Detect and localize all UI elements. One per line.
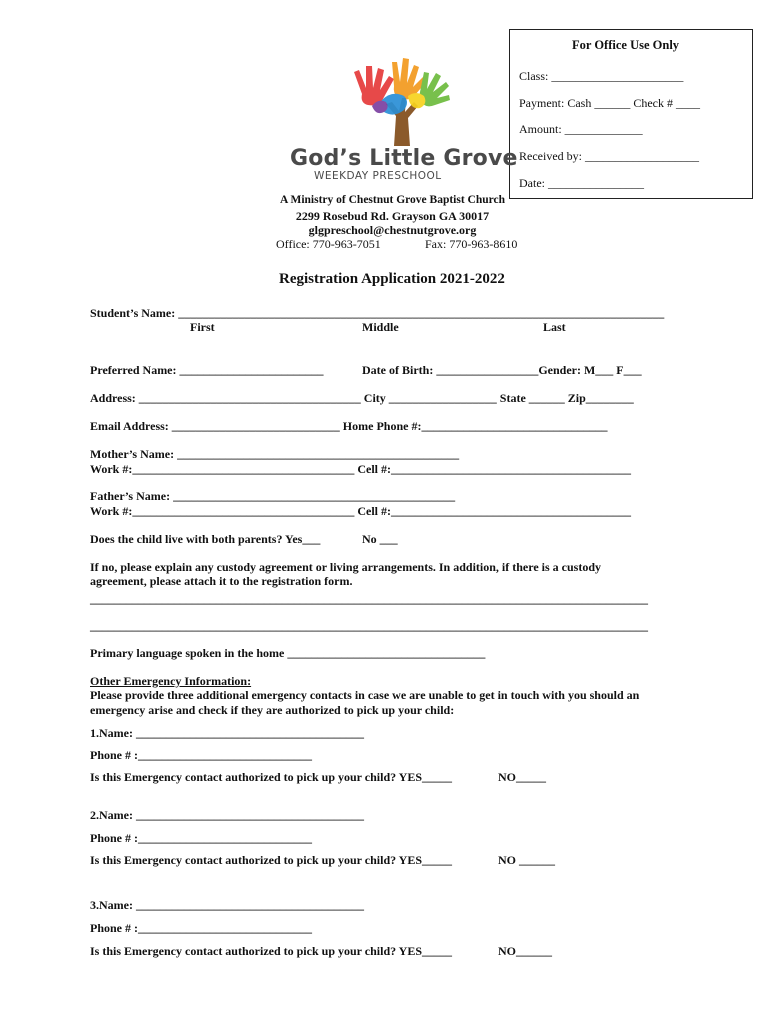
- custody-instruction-2: agreement, please attach it to the registration form.: [90, 574, 353, 588]
- custody-instruction-1: If no, please explain any custody agreement or living arrangements. In addition, if there is a custody: [90, 560, 602, 574]
- school-logo: [280, 54, 518, 184]
- mother-name-field[interactable]: Mother’s Name: _______________________________________________: [90, 447, 460, 461]
- contact-3-phone-field[interactable]: Phone # :_____________________________: [90, 921, 312, 935]
- contact-2-authorized-no[interactable]: NO ______: [498, 853, 555, 867]
- office-use-box: [509, 29, 753, 199]
- contact-1-name-field[interactable]: 1.Name: ______________________________________: [90, 726, 364, 740]
- contact-1-authorized-no[interactable]: NO_____: [498, 770, 546, 784]
- address-field[interactable]: Address: _____________________________________ City __________________ State ______ Zip________: [90, 391, 634, 405]
- fax-number: Fax: 770-963-8610: [425, 237, 518, 251]
- father-work-cell-field[interactable]: Work #:_____________________________________ Cell #:________________________________________: [90, 504, 631, 518]
- custody-blank-line-2[interactable]: _____________________________________________________________________________________________: [90, 619, 648, 633]
- tree-hands-icon: [342, 54, 462, 146]
- contact-3-authorized-yes[interactable]: Is this Emergency contact authorized to pick up your child? YES_____: [90, 944, 453, 958]
- contact-2-phone-field[interactable]: Phone # :_____________________________: [90, 831, 312, 845]
- email-home-phone-field[interactable]: Email Address: ____________________________ Home Phone #:_______________________________: [90, 419, 608, 433]
- school-email[interactable]: glgpreschool@chestnutgrove.org: [308, 223, 477, 237]
- contact-3-authorized-no[interactable]: NO______: [498, 944, 552, 958]
- office-date-field[interactable]: Date: ________________: [519, 176, 644, 190]
- office-received-field[interactable]: Received by: ___________________: [519, 149, 699, 163]
- primary-language-field[interactable]: Primary language spoken in the home _________________________________: [90, 646, 486, 660]
- school-address: 2299 Rosebud Rd. Grayson GA 30017: [295, 209, 490, 223]
- emergency-instruction-1: Please provide three additional emergency contacts in case we are unable to get in touch with you should an: [90, 688, 640, 702]
- mother-work-cell-field[interactable]: Work #:_____________________________________ Cell #:________________________________________: [90, 462, 631, 476]
- both-parents-yes[interactable]: Does the child live with both parents? Yes___: [90, 532, 321, 546]
- ministry-line: A Ministry of Chestnut Grove Baptist Church: [279, 194, 506, 206]
- office-phone: Office: 770-963-7051: [276, 237, 381, 251]
- form-title: Registration Application 2021-2022: [279, 271, 505, 287]
- office-use-title: For Office Use Only: [572, 38, 680, 52]
- office-amount-field[interactable]: Amount: _____________: [519, 122, 643, 136]
- custody-blank-line-1[interactable]: _____________________________________________________________________________________________: [90, 592, 648, 606]
- contact-2-authorized-yes[interactable]: Is this Emergency contact authorized to pick up your child? YES_____: [90, 853, 453, 867]
- logo-name: God’s Little Grove: [290, 146, 518, 171]
- preferred-name-field[interactable]: Preferred Name: ________________________: [90, 363, 324, 377]
- contact-1-phone-field[interactable]: Phone # :_____________________________: [90, 748, 312, 762]
- emergency-instruction-2: emergency arise and check if they are authorized to pick up your child:: [90, 703, 455, 717]
- emergency-heading: Other Emergency Information:: [90, 674, 252, 688]
- contact-2-name-field[interactable]: 2.Name: ______________________________________: [90, 808, 364, 822]
- middle-name-label: Middle: [362, 320, 399, 334]
- father-name-field[interactable]: Father’s Name: _______________________________________________: [90, 489, 456, 503]
- both-parents-no[interactable]: No ___: [362, 532, 398, 546]
- contact-3-name-field[interactable]: 3.Name: ______________________________________: [90, 898, 364, 912]
- first-name-label: First: [190, 320, 215, 334]
- office-class-field[interactable]: Class: ______________________: [519, 69, 684, 83]
- student-name-field[interactable]: Student’s Name: _________________________________________________________________________________: [90, 306, 665, 320]
- contact-1-authorized-yes[interactable]: Is this Emergency contact authorized to pick up your child? YES_____: [90, 770, 453, 784]
- last-name-label: Last: [543, 320, 566, 334]
- logo-subtitle: WEEKDAY PRESCHOOL: [314, 170, 442, 182]
- office-payment-field[interactable]: Payment: Cash ______ Check # ____: [519, 96, 700, 110]
- dob-gender-field[interactable]: Date of Birth: _________________Gender: M___ F___: [362, 363, 642, 377]
